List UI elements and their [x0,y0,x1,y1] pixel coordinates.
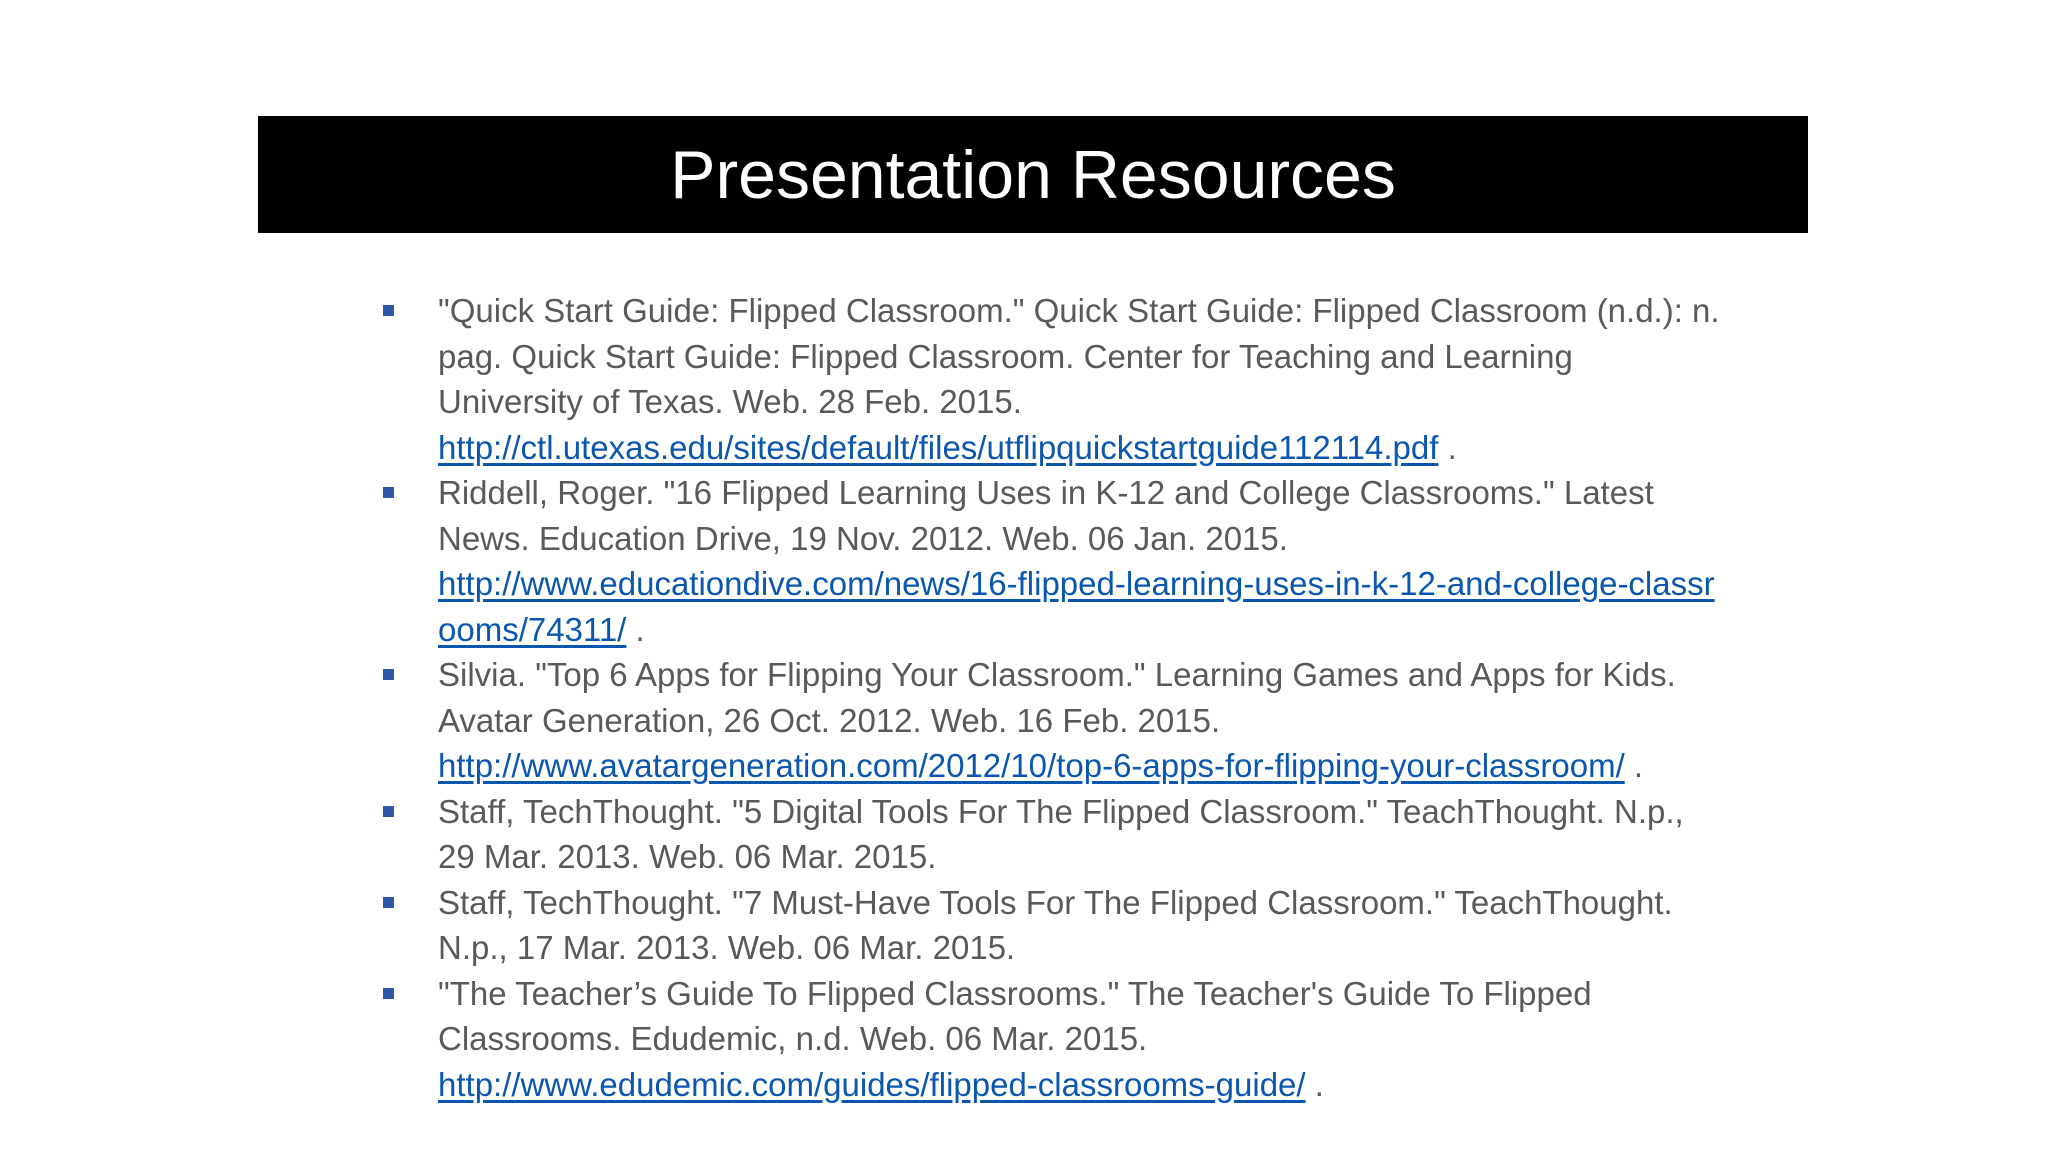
reference-link[interactable]: http://ctl.utexas.edu/sites/default/files/utflipquickstartguide112114.pdf [438,428,1439,466]
reference-suffix: . [1438,428,1457,466]
reference-text: Staff, TechThought. "5 Digital Tools For The Flipped Classroom." TeachThought. N.p., 29 Mar. 2013. Web. 06 Mar. 2015. [438,792,1684,875]
reference-item [380,652,1720,789]
square-bullet-icon [383,988,394,999]
reference-text: "The Teacher’s Guide To Flipped Classrooms." The Teacher's Guide To Flipped Classrooms. Edudemic, n.d. Web. 06 Mar. 2015. [438,974,1592,1057]
reference-item [380,288,1720,470]
reference-text: Silvia. "Top 6 Apps for Flipping Your Classroom." Learning Games and Apps for Kids. Avatar Generation, 26 Oct. 2012. Web. 16 Feb. 2015. [438,656,1676,739]
reference-text: Riddell, Roger. "16 Flipped Learning Uses in K-12 and College Classrooms." Latest News. Education Drive, 19 Nov. 2012. Web. 06 Jan. 2015. [438,474,1654,557]
reference-link[interactable]: http://www.edudemic.com/guides/flipped-classrooms-guide/ [438,1065,1306,1103]
reference-suffix: . [1305,1065,1324,1103]
slide-title: Presentation Resources [670,136,1396,213]
reference-suffix: . [626,610,645,648]
title-bar [258,116,1808,233]
square-bullet-icon [383,487,394,498]
reference-suffix: . [1624,747,1644,784]
reference-item [380,971,1720,1108]
reference-item [380,470,1720,652]
reference-list [380,288,1720,1107]
reference-link[interactable]: http://www.educationdive.com/news/16-flipped-learning-uses-in-k-12-and-college-classrooms/74311/ [438,565,1715,648]
reference-item [380,789,1720,880]
reference-link[interactable]: http://www.avatargeneration.com/2012/10/top-6-apps-for-flipping-your-classroom/ [438,747,1625,784]
reference-item [380,880,1720,971]
square-bullet-icon [383,305,394,316]
reference-text: Staff, TechThought. "7 Must-Have Tools For The Flipped Classroom." TeachThought. N.p., 17 Mar. 2013. Web. 06 Mar. 2015. [438,883,1673,966]
reference-text: "Quick Start Guide: Flipped Classroom." Quick Start Guide: Flipped Classroom (n.d.): n. pag. Quick Start Guide: Flipped Classroom. Center for Teaching and Learning University of Texas. Web. 28 Feb. 2015. [438,292,1720,420]
square-bullet-icon [383,897,394,908]
square-bullet-icon [383,669,394,680]
square-bullet-icon [383,806,394,817]
